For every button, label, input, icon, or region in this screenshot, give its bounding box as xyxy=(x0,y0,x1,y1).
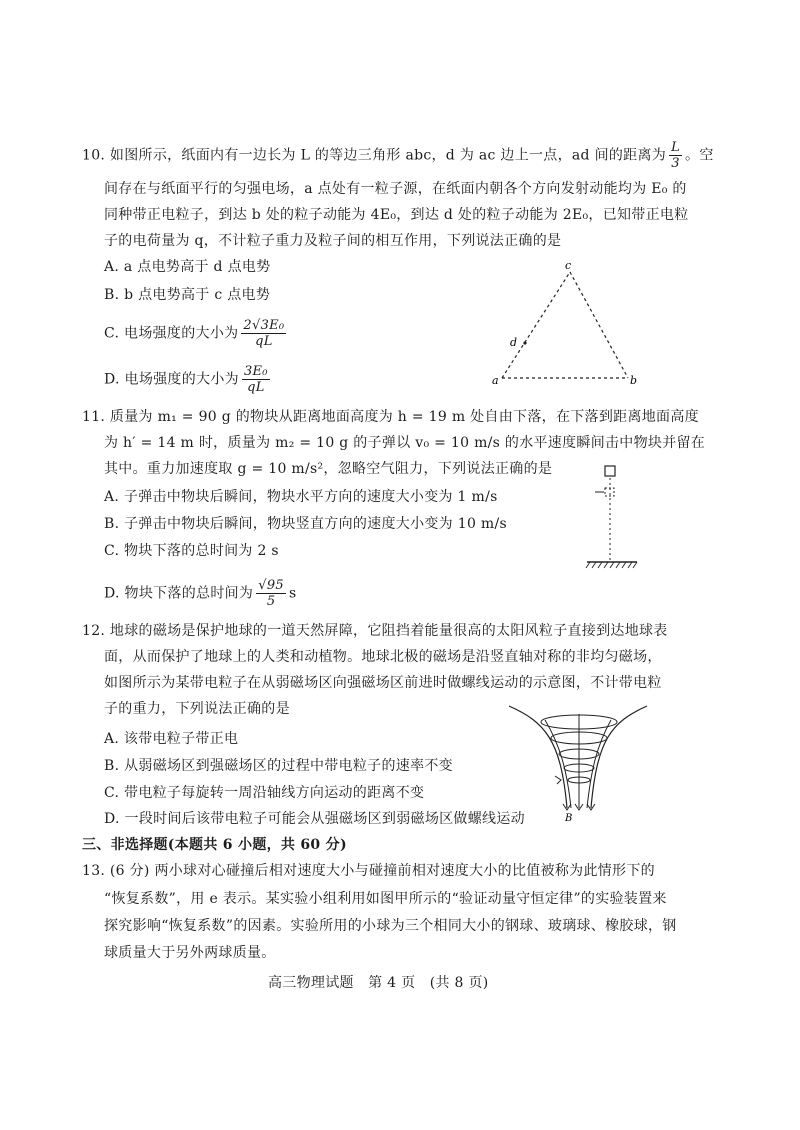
q10-option-a: A. a 点电势高于 d 点电势 xyxy=(104,259,271,275)
label-b: b xyxy=(630,374,638,387)
q12-line3: 如图所示为某带电粒子在从弱磁场区向强磁场区前进时做螺线运动的示意图，不计带电粒 xyxy=(104,675,662,691)
q10-fraction: $\frac{L}{3}$ xyxy=(671,140,681,171)
q11-option-d: D. 物块下落的总时间为 $\frac{√95}{5}$ s xyxy=(104,578,297,609)
q10-line4: 子的电荷量为 q，不计粒子重力及粒子间的相互作用，下列说法正确的是 xyxy=(104,233,562,249)
q10-line2: 间存在与纸面平行的匀强电场，a 点处有一粒子源，在纸面内朝各个方向发射动能均为 E₀ 的 xyxy=(104,181,687,197)
magnetic-field-figure xyxy=(505,700,655,822)
q12-line1: 12. 地球的磁场是保护地球的一道天然屏障，它阻挡着能量很高的太阳风粒子直接到达地球表 xyxy=(82,623,668,639)
q13-line3: 探究影响“恢复系数”的因素。实验所用的小球为三个相同大小的钢球、玻璃球、橡胶球，钢 xyxy=(104,918,677,934)
q11-option-a: A. 子弹击中物块后瞬间，物块水平方向的速度大小变为 1 m/s xyxy=(104,489,498,505)
q10-option-c: C. 电场强度的大小为 $\frac{\text{2√3E₀}}{qL}$ xyxy=(104,318,285,349)
section-3-heading: 三、非选择题(本题共 6 小题，共 60 分) xyxy=(82,837,347,853)
q11-line2: 为 h′ = 14 m 时，质量为 m₂ = 10 g 的子弹以 v₀ = 10 m/s 的水平速度瞬间击中物块并留在 xyxy=(104,435,706,451)
q10-option-b: B. b 点电势高于 c 点电势 xyxy=(104,287,271,303)
q10-option-d: D. 电场强度的大小为 $\frac{\text{3E₀}}{qL}$ xyxy=(104,364,268,395)
falling-block-figure xyxy=(585,462,645,574)
q12-option-d: D. 一段时间后该带电粒子可能会从强磁场区到弱磁场区做螺线运动 xyxy=(104,811,525,827)
label-a: a xyxy=(492,374,499,387)
q12-option-a: A. 该带电粒子带正电 xyxy=(104,731,239,747)
q13-line4: 球质量大于另外两球质量。 xyxy=(104,945,276,961)
q11-option-c: C. 物块下落的总时间为 2 s xyxy=(104,543,279,559)
label-d: d xyxy=(510,336,518,349)
q10-line1: 10. 如图所示，纸面内有一边长为 L 的等边三角形 abc，d 为 ac 边上一点，ad 间的距离为 $\frac{L}{3}$ 。空 xyxy=(82,140,714,171)
q12-option-c: C. 带电粒子每旋转一周沿轴线方向运动的距离不变 xyxy=(104,785,425,801)
label-B: B xyxy=(565,813,573,822)
q12-line2: 面，从而保护了地球上的人类和动植物。地球北极的磁场是沿竖直轴对称的非均匀磁场， xyxy=(104,649,662,665)
q11-option-b: B. 子弹击中物块后瞬间，物块竖直方向的速度大小变为 10 m/s xyxy=(104,516,507,532)
label-c: c xyxy=(565,259,572,272)
q12-line4: 子的重力，下列说法正确的是 xyxy=(104,701,290,717)
page-footer: 高三物理试题 第 4 页 (共 8 页) xyxy=(268,975,489,991)
q12-option-b: B. 从弱磁场区到强磁场区的过程中带电粒子的速率不变 xyxy=(104,758,453,774)
q13-line1: 13. (6 分) 两小球对心碰撞后相对速度大小与碰撞前相对速度大小的比值被称为此情形下的 xyxy=(82,863,655,879)
q11-line1: 11. 质量为 m₁ = 90 g 的物块从距离地面高度为 h = 19 m 处自由下落，在下落到距离地面高度 xyxy=(82,409,699,425)
q10-line3: 同种带正电粒子，到达 b 处的粒子动能为 4E₀，到达 d 处的粒子动能为 2E₀，已知带正电粒 xyxy=(104,207,689,223)
q11-line3: 其中。重力加速度取 g = 10 m/s²，忽略空气阻力，下列说法正确的是 xyxy=(104,461,553,477)
triangle-figure xyxy=(490,258,640,390)
q13-line2: “恢复系数”，用 e 表示。某实验小组利用如图甲所示的“验证动量守恒定律”的实验装置来 xyxy=(104,891,667,907)
